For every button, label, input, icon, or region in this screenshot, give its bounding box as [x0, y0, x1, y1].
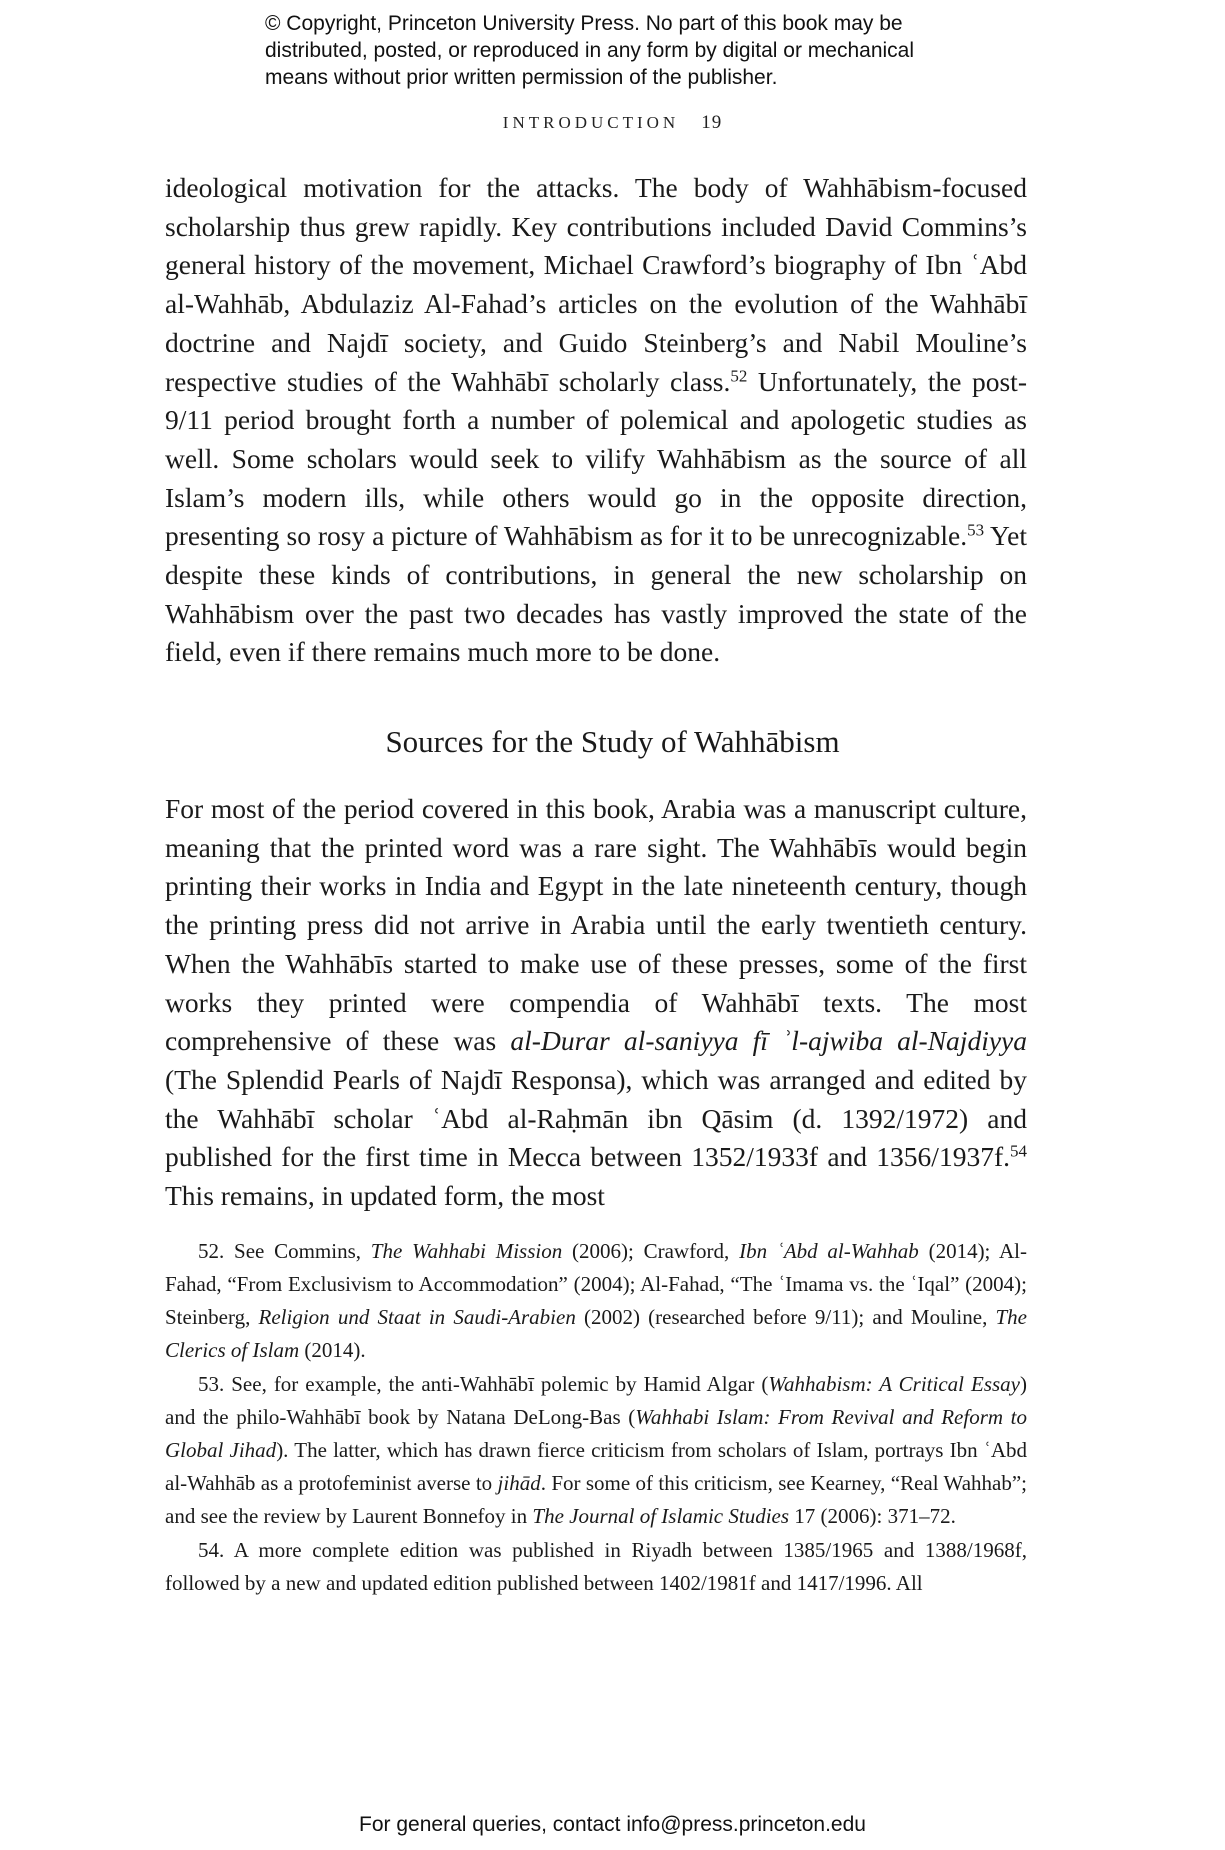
note-text: (2002) (researched before 9/11); and Mouline, — [575, 1305, 996, 1329]
note-title: Religion und Staat in Saudi-Arabien — [258, 1305, 576, 1329]
paragraph-text: For most of the period covered in this book, Arabia was a manuscript culture, meaning that the printed word was a rare sight. The Wahhābīs would begin printing their works in India and Egypt in the late nineteenth century, though the printing press did not arrive in Arabia until the early twentieth century. When the Wahhābīs started to make use of these presses, some of the first works they printed were compendia of Wahhābī texts. The most comprehensive of these was — [165, 793, 1027, 1057]
footnote-52 — [165, 1235, 1027, 1367]
note-title: Wahhabi Islam: From Revival and Reform to Global Jihad — [165, 1405, 1027, 1462]
page-number: 19 — [701, 112, 723, 133]
note-text: 17 (2006): 371–72. — [789, 1504, 956, 1528]
note-title: The Wahhabi Mission — [370, 1239, 563, 1263]
footnote-ref[interactable]: 52 — [730, 366, 748, 386]
note-title: Wahhabism: A Critical Essay — [768, 1372, 1020, 1396]
note-text: (2006); Crawford, — [562, 1239, 740, 1263]
footer-contact: For general queries, contact info@press.princeton.edu — [359, 1813, 866, 1836]
note-text: ). The latter, which has drawn fierce criticism from scholars of Islam, portrays Ibn ʿAbd al-Wahhāb as a protofeminist averse to — [165, 1438, 1027, 1495]
footnotes — [165, 1235, 1027, 1601]
note-title: The Clerics of Islam — [165, 1305, 1027, 1362]
section-heading: Sources for the Study of Wahhābism — [385, 724, 840, 759]
note-title: jihād — [497, 1471, 541, 1495]
running-head-label: INTRODUCTION — [502, 113, 680, 132]
note-title: The Journal of Islamic Studies — [532, 1504, 790, 1528]
note-text: . For some of this criticism, see Kearney, “Real Wahhab”; and see the review by Laurent Bonnefoy in — [165, 1471, 1027, 1528]
copyright-line: means without prior written permission of the publisher. — [265, 66, 778, 89]
footnote-ref[interactable]: 54 — [1010, 1141, 1027, 1161]
paragraph-text: (The Splendid Pearls of Najdī Responsa), which was arranged and edited by the Wahhābī scholar ʿAbd al-Raḥmān ibn Qāsim (d. 1392/1972) and published for the first time in Mecca between 1352/1933f and 1356/1937f. — [165, 1063, 1027, 1173]
footnote-54 — [165, 1534, 1027, 1600]
copyright-notice — [265, 10, 985, 91]
paragraph-text: Yet despite these kinds of contributions, in general the new scholarship on Wahhābism over the past two decades has vastly improved the state of the field, even if there remains much more to be done. — [165, 520, 1028, 668]
note-text: 53. See, for example, the anti-Wahhābī polemic by Hamid Algar ( — [198, 1372, 769, 1396]
note-text: ) and the philo-Wahhābī book by Natana DeLong-Bas ( — [165, 1372, 1027, 1429]
body-paragraph — [165, 169, 1027, 672]
note-text: (2014); Al-Fahad, “From Exclusivism to Accommodation” (2004); Al-Fahad, “The ʿImama vs. the ʿIqal” (2004); Steinberg, — [165, 1239, 1027, 1329]
copyright-line: © Copyright, Princeton University Press. No part of this book may be — [265, 12, 903, 35]
paragraph-text: ideological motivation for the attacks. The body of Wahhābism-focused scholarship thus grew rapidly. Key contributions included David Commins’s general history of the movement, Michael Crawford’s biography of Ibn ʿAbd al-Wahhāb, Abdulaziz Al-Fahad’s articles on the evolution of the Wahhābī doctrine and Najdī society, and Guido Steinberg’s and Nabil Mouline’s respective studies of the Wahhābī scholarly class. — [165, 172, 1027, 397]
book-title: al-Durar al-saniyya fī ʾl-ajwiba al-Najdiyya — [510, 1025, 1027, 1057]
note-text: (2014). — [299, 1338, 366, 1362]
body-paragraph — [165, 790, 1027, 1216]
footnote-53 — [165, 1368, 1027, 1533]
note-text: 52. See Commins, — [198, 1239, 371, 1263]
note-title: Ibn ʿAbd al-Wahhab — [739, 1239, 919, 1263]
running-head — [0, 112, 1225, 134]
note-text: 54. A more complete edition was published in Riyadh between 1385/1965 and 1388/1968f, followed by a new and updated edition published between 1402/1981f and 1417/1996. All — [165, 1538, 1027, 1595]
copyright-line: distributed, posted, or reproduced in any form by digital or mechanical — [265, 39, 915, 62]
footnote-ref[interactable]: 53 — [967, 520, 985, 540]
paragraph-text: This remains, in updated form, the most — [165, 1180, 605, 1212]
paragraph-text: Unfortunately, the post-9/11 period brought forth a number of polemical and apologetic studies as well. Some scholars would seek to vilify Wahhābism as the source of all Islam’s modern ills, while others would go in the opposite direction, presenting so rosy a picture of Wahhābism as for it to be unrecognizable. — [165, 365, 1027, 552]
